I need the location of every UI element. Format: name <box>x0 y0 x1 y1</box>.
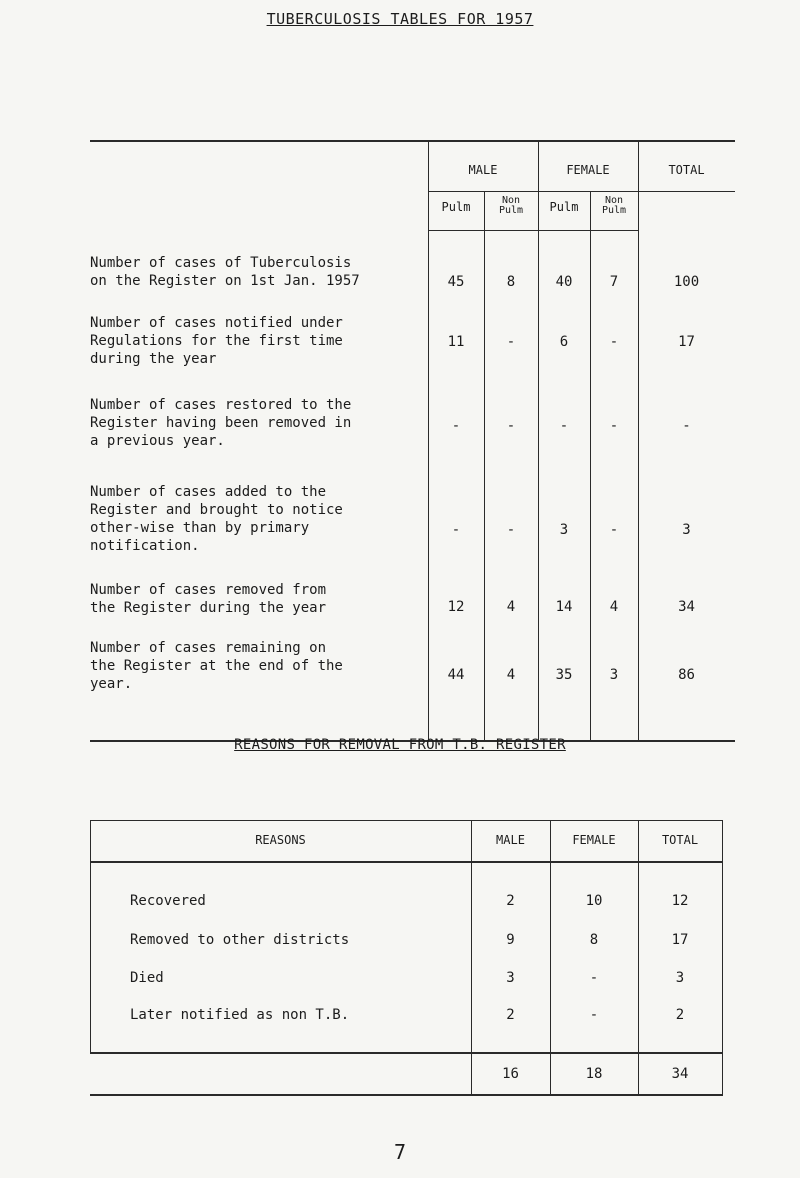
cell-value: - <box>451 522 461 538</box>
cell-value: - <box>589 970 599 986</box>
row-label: Number of cases added to the Register and brought to notice other-wise than by primary notification. <box>90 484 343 554</box>
row-label: Number of cases remaining on the Register at the end of the year. <box>90 640 343 692</box>
cell-value: 7 <box>609 274 619 290</box>
cell-value: 11 <box>447 334 465 350</box>
cell-value: 3 <box>682 522 691 538</box>
cell-value: 12 <box>671 893 689 909</box>
cell-value: 45 <box>447 274 465 290</box>
cell-value: 86 <box>678 667 695 683</box>
row-label: Number of cases removed from the Register during the year <box>90 582 327 616</box>
header-total: TOTAL <box>668 163 705 177</box>
total-all: 34 <box>671 1066 689 1082</box>
cell-value: 14 <box>555 599 573 615</box>
cell-value: - <box>559 418 569 434</box>
subheader-male-pulm: Pulm <box>441 200 471 214</box>
cell-value: - <box>682 418 691 434</box>
cell-value: 8 <box>506 274 516 290</box>
cell-value: 100 <box>673 274 700 290</box>
cell-value: - <box>589 1007 599 1023</box>
cell-value: 6 <box>559 334 569 350</box>
cell-value: - <box>609 334 619 350</box>
cell-value: 3 <box>609 667 619 683</box>
page-title: TUBERCULOSIS TABLES FOR 1957 <box>266 10 534 28</box>
cell-value: - <box>609 418 619 434</box>
cell-value: 3 <box>675 970 685 986</box>
header-male: MALE <box>468 163 498 177</box>
cell-value: 44 <box>447 667 465 683</box>
reason-label: Recovered <box>130 893 206 909</box>
cell-value: 3 <box>559 522 569 538</box>
row-label: Number of cases notified under Regulations for the first time during the year <box>90 315 343 367</box>
cell-value: 3 <box>506 970 515 986</box>
header-female: FEMALE <box>572 833 616 847</box>
header-total: TOTAL <box>661 833 699 847</box>
cell-value: - <box>506 418 516 434</box>
cell-value: 17 <box>671 932 689 948</box>
row-label: Number of cases restored to the Register having been removed in a previous year. <box>90 397 352 449</box>
cell-value: 4 <box>506 667 516 683</box>
cell-value: 4 <box>506 599 516 615</box>
cell-value: 9 <box>506 932 515 948</box>
subheader-female-nonpulm: Non Pulm <box>601 195 627 216</box>
header-reasons: REASONS <box>255 833 306 847</box>
cell-value: - <box>506 522 516 538</box>
cell-value: - <box>451 418 461 434</box>
cell-value: 10 <box>585 893 603 909</box>
cell-value: - <box>506 334 516 350</box>
cell-value: 8 <box>589 932 599 948</box>
removal-table-title: REASONS FOR REMOVAL FROM T.B. REGISTER <box>234 737 566 753</box>
cell-value: 40 <box>555 274 573 290</box>
reason-label: Later notified as non T.B. <box>130 1007 350 1023</box>
header-male: MALE <box>496 833 525 847</box>
subheader-female-pulm: Pulm <box>549 200 579 214</box>
cell-value: 2 <box>675 1007 685 1023</box>
cell-value: 4 <box>609 599 619 615</box>
cell-value: 2 <box>506 893 515 909</box>
reason-label: Removed to other districts <box>130 932 350 948</box>
cell-value: 2 <box>506 1007 515 1023</box>
row-label: Number of cases of Tuberculosis on the Register on 1st Jan. 1957 <box>90 255 360 289</box>
header-female: FEMALE <box>566 163 610 177</box>
reason-label: Died <box>130 970 164 986</box>
total-male: 16 <box>502 1066 519 1082</box>
subheader-male-nonpulm: Non Pulm <box>498 195 524 216</box>
cell-value: 35 <box>555 667 573 683</box>
page-number: 7 <box>393 1140 407 1164</box>
cell-value: 34 <box>678 599 695 615</box>
cell-value: - <box>609 522 619 538</box>
total-female: 18 <box>585 1066 603 1082</box>
cell-value: 12 <box>447 599 465 615</box>
cell-value: 17 <box>678 334 695 350</box>
